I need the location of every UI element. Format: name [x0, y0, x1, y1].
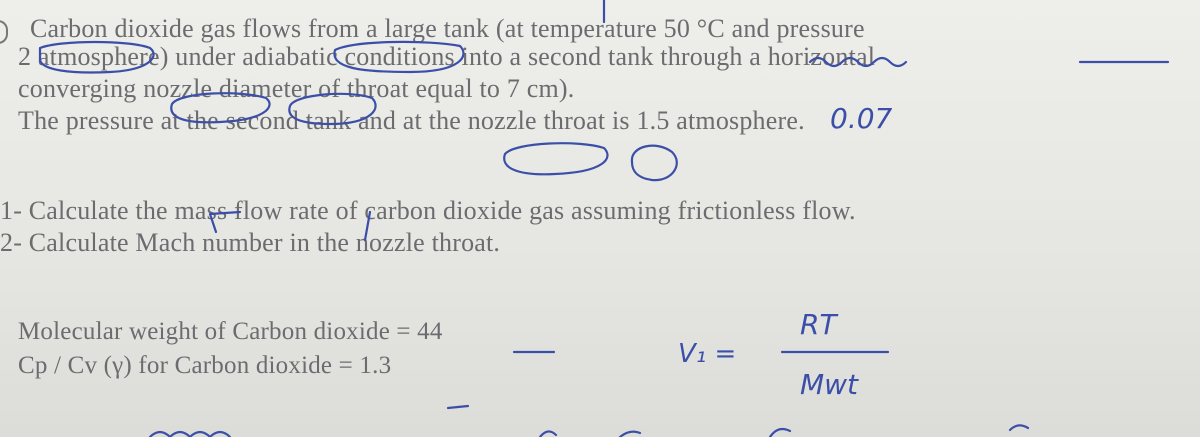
partial-bottom-ink-left	[150, 432, 230, 437]
problem-line-1: Carbon dioxide gas flows from a large tank (at temperature 50 °C and pressure	[30, 14, 865, 43]
problem-line-4: The pressure at the second tank and at the nozzle throat is 1.5 atmosphere.	[18, 106, 805, 135]
rt-numerator: RT	[800, 308, 837, 341]
partial-bottom-ink-right	[770, 429, 790, 437]
bullet-mark	[0, 20, 8, 44]
question-1: 1- Calculate the mass flow rate of carbon dioxide gas assuming frictionless flow.	[0, 196, 856, 225]
partial-bottom-ink-mid2	[620, 432, 640, 437]
partial-bottom-ink-mid	[540, 431, 556, 437]
question-2: 2- Calculate Mach number in the nozzle throat.	[0, 228, 501, 257]
given-gamma: Cp / Cv (γ) for Carbon dioxide = 1.3	[18, 352, 392, 379]
circle-nozzle-throat	[504, 143, 607, 174]
mwt-denominator: Mwt	[800, 368, 859, 401]
pen-dash	[448, 406, 468, 408]
v1-equation: V₁ =	[678, 339, 737, 369]
problem-line-2: 2 atmosphere) under adiabatic conditions into a second tank through a horizontal	[18, 42, 876, 71]
given-molecular-weight: Molecular weight of Carbon dioxide = 44	[18, 318, 443, 345]
note-0-07: 0.07	[830, 102, 893, 135]
circle-1-5	[632, 146, 677, 180]
partial-bottom-ink-far-right	[1010, 425, 1028, 430]
problem-line-3: converging nozzle diameter of throat equal to 7 cm).	[18, 74, 575, 103]
